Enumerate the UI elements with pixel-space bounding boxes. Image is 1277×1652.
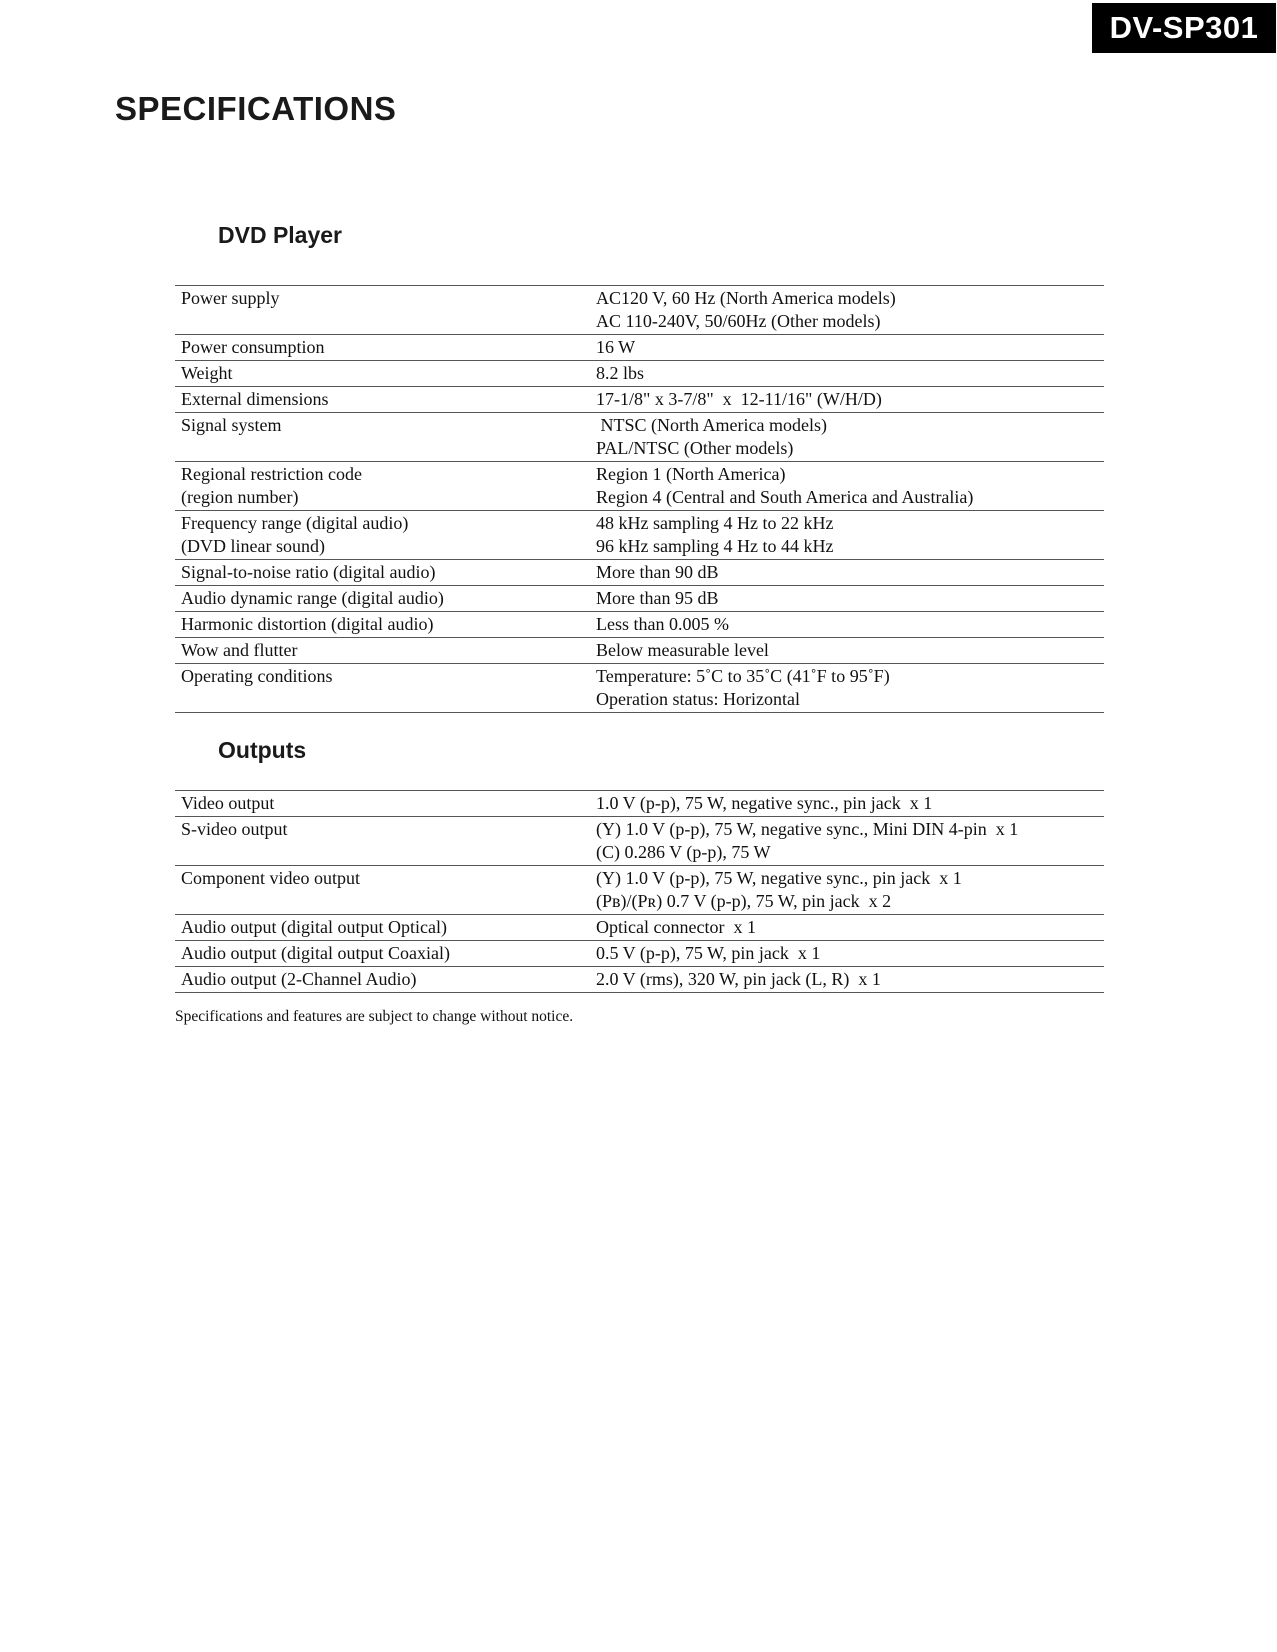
- spec-label-line: Audio output (digital output Optical): [181, 917, 447, 937]
- spec-value-line: 1.0 V (p-p), 75 W, negative sync., pin jack x 1: [596, 793, 933, 813]
- spec-value: [596, 512, 1104, 558]
- spec-label: [175, 512, 596, 558]
- spec-value: [596, 336, 1104, 359]
- spec-label-line: Signal-to-noise ratio (digital audio): [181, 562, 436, 582]
- spec-value: [596, 388, 1104, 411]
- spec-table-dvd-player: [175, 285, 1104, 713]
- spec-label-line: Signal system: [181, 415, 282, 435]
- spec-row: [175, 510, 1104, 559]
- spec-label: [175, 867, 596, 913]
- spec-label: [175, 463, 596, 509]
- spec-value-line: Region 1 (North America): [596, 464, 786, 484]
- spec-row: [175, 559, 1104, 585]
- spec-value-line: (Y) 1.0 V (p-p), 75 W, negative sync., Mini DIN 4-pin x 1: [596, 819, 1019, 839]
- spec-label-line: Power supply: [181, 288, 280, 308]
- section-heading-dvd-player: DVD Player: [218, 222, 343, 248]
- spec-label: [175, 916, 596, 939]
- spec-value-line: 48 kHz sampling 4 Hz to 22 kHz: [596, 513, 834, 533]
- spec-label-line: Audio output (2-Channel Audio): [181, 969, 417, 989]
- spec-label-line: Regional restriction code: [181, 464, 362, 484]
- spec-value-line: AC120 V, 60 Hz (North America models): [596, 288, 896, 308]
- spec-label-line: Component video output: [181, 868, 360, 888]
- spec-label: [175, 968, 596, 991]
- spec-label-line: Operating conditions: [181, 666, 333, 686]
- spec-value-line: (C) 0.286 V (p-p), 75 W: [596, 842, 771, 862]
- spec-label: [175, 613, 596, 636]
- spec-value-line: 0.5 V (p-p), 75 W, pin jack x 1: [596, 943, 821, 963]
- spec-label-line: Audio output (digital output Coaxial): [181, 943, 450, 963]
- spec-row: [175, 334, 1104, 360]
- spec-row: [175, 611, 1104, 637]
- spec-value: [596, 818, 1104, 864]
- spec-value: [596, 463, 1104, 509]
- spec-row: [175, 914, 1104, 940]
- spec-row: [175, 637, 1104, 663]
- spec-label: [175, 639, 596, 662]
- model-badge-label: DV-SP301: [1109, 10, 1259, 45]
- section-heading-outputs: Outputs: [218, 737, 307, 763]
- spec-value-line: NTSC (North America models): [596, 415, 827, 435]
- spec-label: [175, 561, 596, 584]
- spec-label-line: (region number): [181, 487, 299, 507]
- spec-label-line: Harmonic distortion (digital audio): [181, 614, 434, 634]
- spec-label-line: (DVD linear sound): [181, 536, 325, 556]
- spec-label: [175, 336, 596, 359]
- spec-row: [175, 940, 1104, 966]
- spec-value: [596, 613, 1104, 636]
- spec-label: [175, 362, 596, 385]
- spec-row: [175, 461, 1104, 510]
- spec-value-line: 96 kHz sampling 4 Hz to 44 kHz: [596, 536, 834, 556]
- spec-value-line: 2.0 V (rms), 320 W, pin jack (L, R) x 1: [596, 969, 881, 989]
- spec-row: [175, 790, 1104, 816]
- spec-value: [596, 916, 1104, 939]
- spec-label-line: Video output: [181, 793, 275, 813]
- spec-label-line: External dimensions: [181, 389, 329, 409]
- spec-label: [175, 665, 596, 711]
- spec-value-line: More than 95 dB: [596, 588, 719, 608]
- spec-value-line: AC 110-240V, 50/60Hz (Other models): [596, 311, 881, 331]
- spec-row: [175, 663, 1104, 712]
- spec-label-line: Power consumption: [181, 337, 325, 357]
- spec-value-line: More than 90 dB: [596, 562, 719, 582]
- spec-value: [596, 665, 1104, 711]
- spec-row: [175, 865, 1104, 914]
- spec-value-line: 8.2 lbs: [596, 363, 645, 383]
- footnote: Specifications and features are subject to change without notice.: [175, 1008, 574, 1025]
- spec-row: [175, 816, 1104, 865]
- model-badge: [1092, 3, 1276, 53]
- spec-table-outputs: [175, 790, 1104, 993]
- spec-row: [175, 585, 1104, 611]
- spec-value-line: Below measurable level: [596, 640, 769, 660]
- page-title: SPECIFICATIONS: [115, 90, 397, 127]
- spec-row: [175, 285, 1104, 334]
- spec-label: [175, 942, 596, 965]
- spec-row: [175, 412, 1104, 461]
- spec-value-line: Region 4 (Central and South America and Australia): [596, 487, 974, 507]
- spec-value: [596, 287, 1104, 333]
- spec-row: [175, 966, 1104, 992]
- spec-value: [596, 968, 1104, 991]
- spec-label: [175, 792, 596, 815]
- spec-value-line: (Pʙ)/(Pʀ) 0.7 V (p-p), 75 W, pin jack x 2: [596, 891, 892, 911]
- spec-value-line: Less than 0.005 %: [596, 614, 729, 634]
- spec-label: [175, 388, 596, 411]
- spec-value-line: PAL/NTSC (Other models): [596, 438, 794, 458]
- spec-label: [175, 414, 596, 460]
- spec-label: [175, 587, 596, 610]
- spec-label-line: S-video output: [181, 819, 288, 839]
- spec-value-line: 17-1/8" x 3-7/8" x 12-11/16" (W/H/D): [596, 389, 882, 409]
- spec-label: [175, 818, 596, 864]
- spec-value: [596, 639, 1104, 662]
- spec-value-line: (Y) 1.0 V (p-p), 75 W, negative sync., pin jack x 1: [596, 868, 962, 888]
- spec-label-line: Frequency range (digital audio): [181, 513, 409, 533]
- spec-value: [596, 942, 1104, 965]
- spec-value: [596, 362, 1104, 385]
- spec-value-line: Optical connector x 1: [596, 917, 756, 937]
- spec-value-line: 16 W: [596, 337, 636, 357]
- spec-label-line: Audio dynamic range (digital audio): [181, 588, 444, 608]
- spec-value: [596, 587, 1104, 610]
- spec-row: [175, 360, 1104, 386]
- spec-label: [175, 287, 596, 333]
- spec-value-line: Operation status: Horizontal: [596, 689, 800, 709]
- spec-row: [175, 386, 1104, 412]
- spec-value-line: Temperature: 5˚C to 35˚C (41˚F to 95˚F): [596, 666, 890, 686]
- spec-value: [596, 561, 1104, 584]
- spec-value: [596, 414, 1104, 460]
- spec-label-line: Wow and flutter: [181, 640, 298, 660]
- spec-value: [596, 792, 1104, 815]
- spec-value: [596, 867, 1104, 913]
- spec-label-line: Weight: [181, 363, 233, 383]
